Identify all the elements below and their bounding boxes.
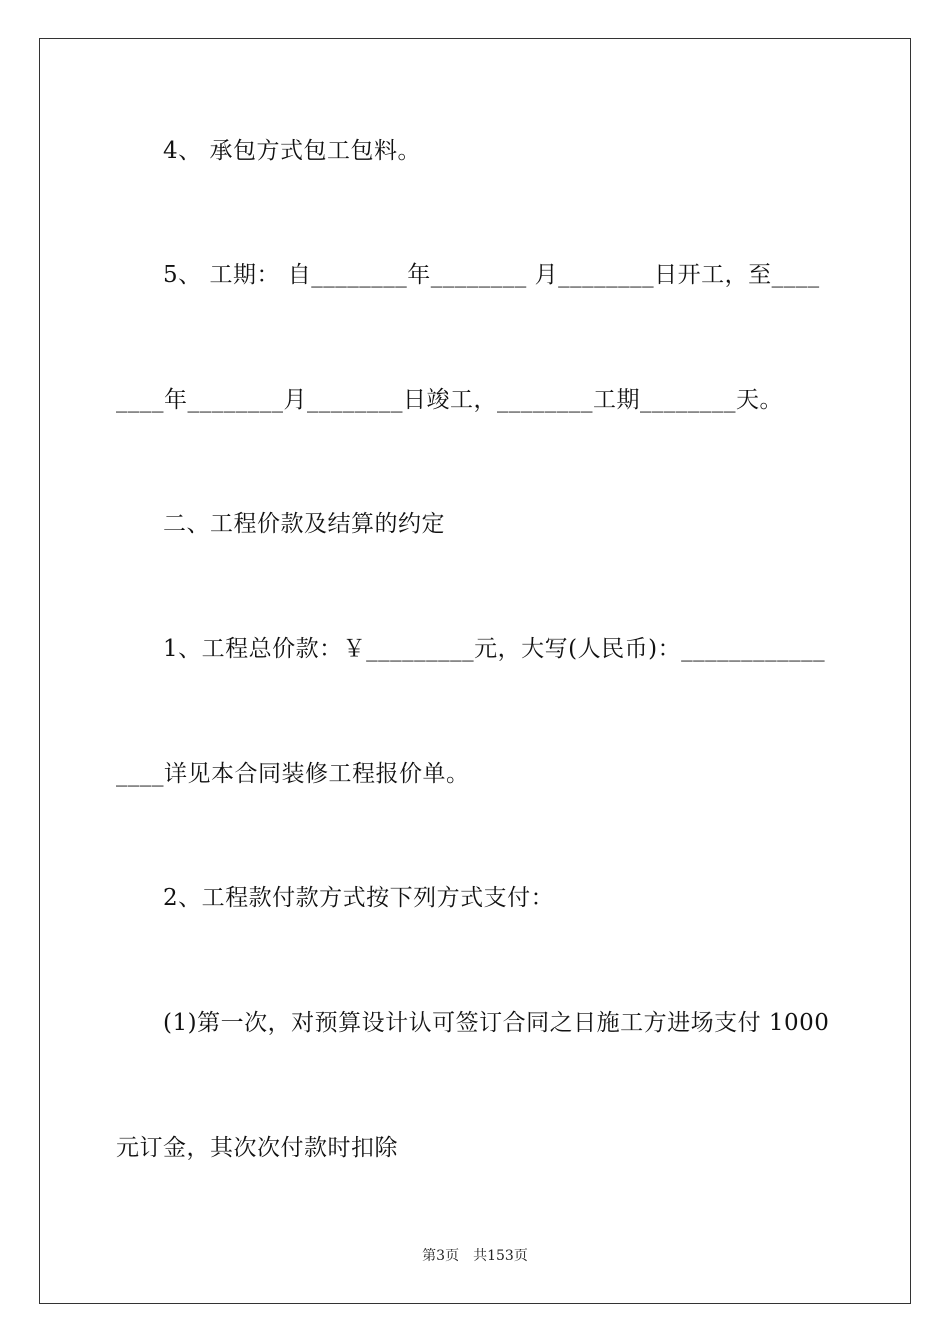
clause-1-price-detail: ____详见本合同装修工程报价单。 <box>116 761 470 787</box>
clause-5-schedule-start: 5、 工期： 自________年________ 月________日开工，至____ <box>163 262 820 288</box>
clause-1-total-price: 1、工程总价款：￥_________元，大写(人民币)：____________ <box>163 636 826 662</box>
current-page-number: 第3页 <box>422 1248 460 1264</box>
payment-item-1: (1)第一次，对预算设计认可签订合同之日施工方进场支付 1000 <box>163 1010 830 1036</box>
section-2-heading: 二、工程价款及结算的约定 <box>163 511 445 537</box>
total-page-count: 共153页 <box>473 1248 528 1264</box>
clause-5-schedule-end: ____年________月________日竣工，________工期________天。 <box>116 387 783 413</box>
clause-2-payment-method: 2、工程款付款方式按下列方式支付： <box>163 885 555 911</box>
payment-item-1-continued: 元订金，其次次付款时扣除 <box>116 1135 398 1161</box>
page-footer <box>0 1246 950 1266</box>
clause-4-contracting-method: 4、 承包方式包工包料。 <box>163 138 421 164</box>
page-border <box>39 38 911 1304</box>
